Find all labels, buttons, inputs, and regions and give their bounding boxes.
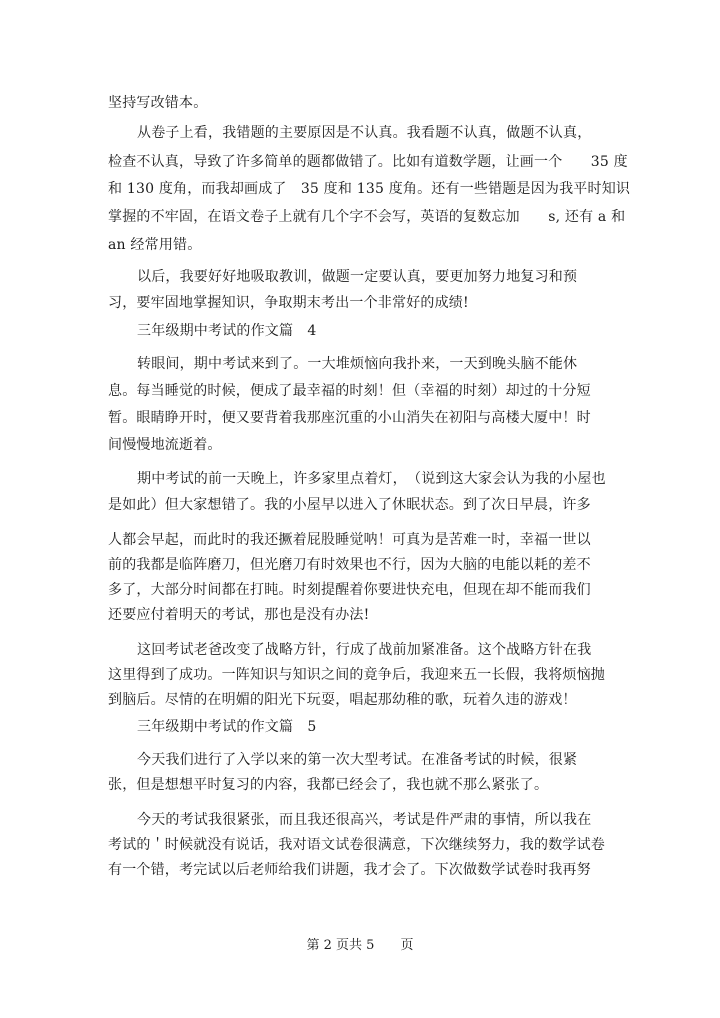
text-line: 多了，大部分时间都在打盹。时刻提醒着你要进快充电，但现在却不能而我们 <box>108 582 591 598</box>
section-heading: 三年级期中考试的作文篇 5 <box>137 719 317 735</box>
text-line: 张，但是想想平时复习的内容，我都已经会了，我也就不那么紧张了。 <box>108 777 549 793</box>
text-line: 检查不认真，导致了许多简单的题都做错了。比如有道数学题，让画一个 35 度 <box>108 154 628 170</box>
text-line: 考试的＇时候就没有说话，我对语文试卷很满意，下次继续努力，我的数学试卷 <box>108 837 605 853</box>
text-line: 从卷子上看，我错题的主要原因是不认真。我看题不认真，做题不认真， <box>137 125 592 141</box>
text-line: an 经常用错。 <box>108 237 202 253</box>
section-heading: 三年级期中考试的作文篇 4 <box>137 323 317 339</box>
text-line: 前的我都是临阵磨刀，但光磨刀有时效果也不行，因为大脑的电能以耗的差不 <box>108 557 591 573</box>
text-line: 是如此）但大家想错了。我的小屋早以进入了休眠状态。到了次日早晨，许多 <box>108 497 591 513</box>
text-line: 这回考试老爸改变了战略方针，行成了战前加紧准备。这个战略方针在我 <box>137 642 592 658</box>
text-line: 和 130 度角，而我却画成了 35 度和 135 度角。还有一些错题是因为我平时知识 <box>108 181 631 197</box>
text-line: 息。每当睡觉的时候，便成了最幸福的时刻！但（幸福的时刻）却过的十分短 <box>108 383 591 399</box>
text-line: 坚持写改错本。 <box>108 95 208 111</box>
text-line: 有一个错，考完试以后老师给我们讲题，我才会了。下次做数学试卷时我再努 <box>108 862 591 878</box>
text-line: 暂。眼睛睁开时，便又要背着我那座沉重的小山消失在初阳与高楼大厦中！时 <box>108 410 591 426</box>
text-line: 期中考试的前一天晚上，许多家里点着灯， （说到这大家会认为我的小屋也 <box>137 471 606 487</box>
page-number-footer: 第 2 页共 5 页 <box>306 938 414 953</box>
text-line: 今天的考试我很紧张，而且我还很高兴，考试是件严肃的事情，所以我在 <box>137 812 592 828</box>
text-line: 今天我们进行了入学以来的第一次大型考试。在准备考试的时候，很紧 <box>137 752 578 768</box>
text-line: 间慢慢地流逝着。 <box>108 437 222 453</box>
text-line: 还要应付着明天的考试，那也是没有办法! <box>108 607 370 623</box>
text-line: 这里得到了成功。一阵知识与知识之间的竟争后，我迎来五一长假，我将烦恼抛 <box>108 667 605 683</box>
text-line: 到脑后。尽情的在明媚的阳光下玩耍，唱起那幼稚的歌，玩着久违的游戏！ <box>108 692 577 708</box>
text-line: 掌握的不牢固，在语文卷子上就有几个字不会写，英语的复数忘加 s, 还有 a 和 <box>108 209 626 225</box>
text-line: 以后，我要好好地吸取教训，做题一定要认真，要更加努力地复习和预 <box>137 269 578 285</box>
text-line: 人都会早起，而此时的我还撅着屁股睡觉呐！可真为是苦难一时，幸福一世以 <box>108 532 591 548</box>
text-line: 习，要牢固地掌握知识，争取期末考出一个非常好的成绩! <box>108 295 469 311</box>
text-line: 转眼间，期中考试来到了。一大堆烦恼向我扑来，一天到晚头脑不能休 <box>137 356 578 372</box>
